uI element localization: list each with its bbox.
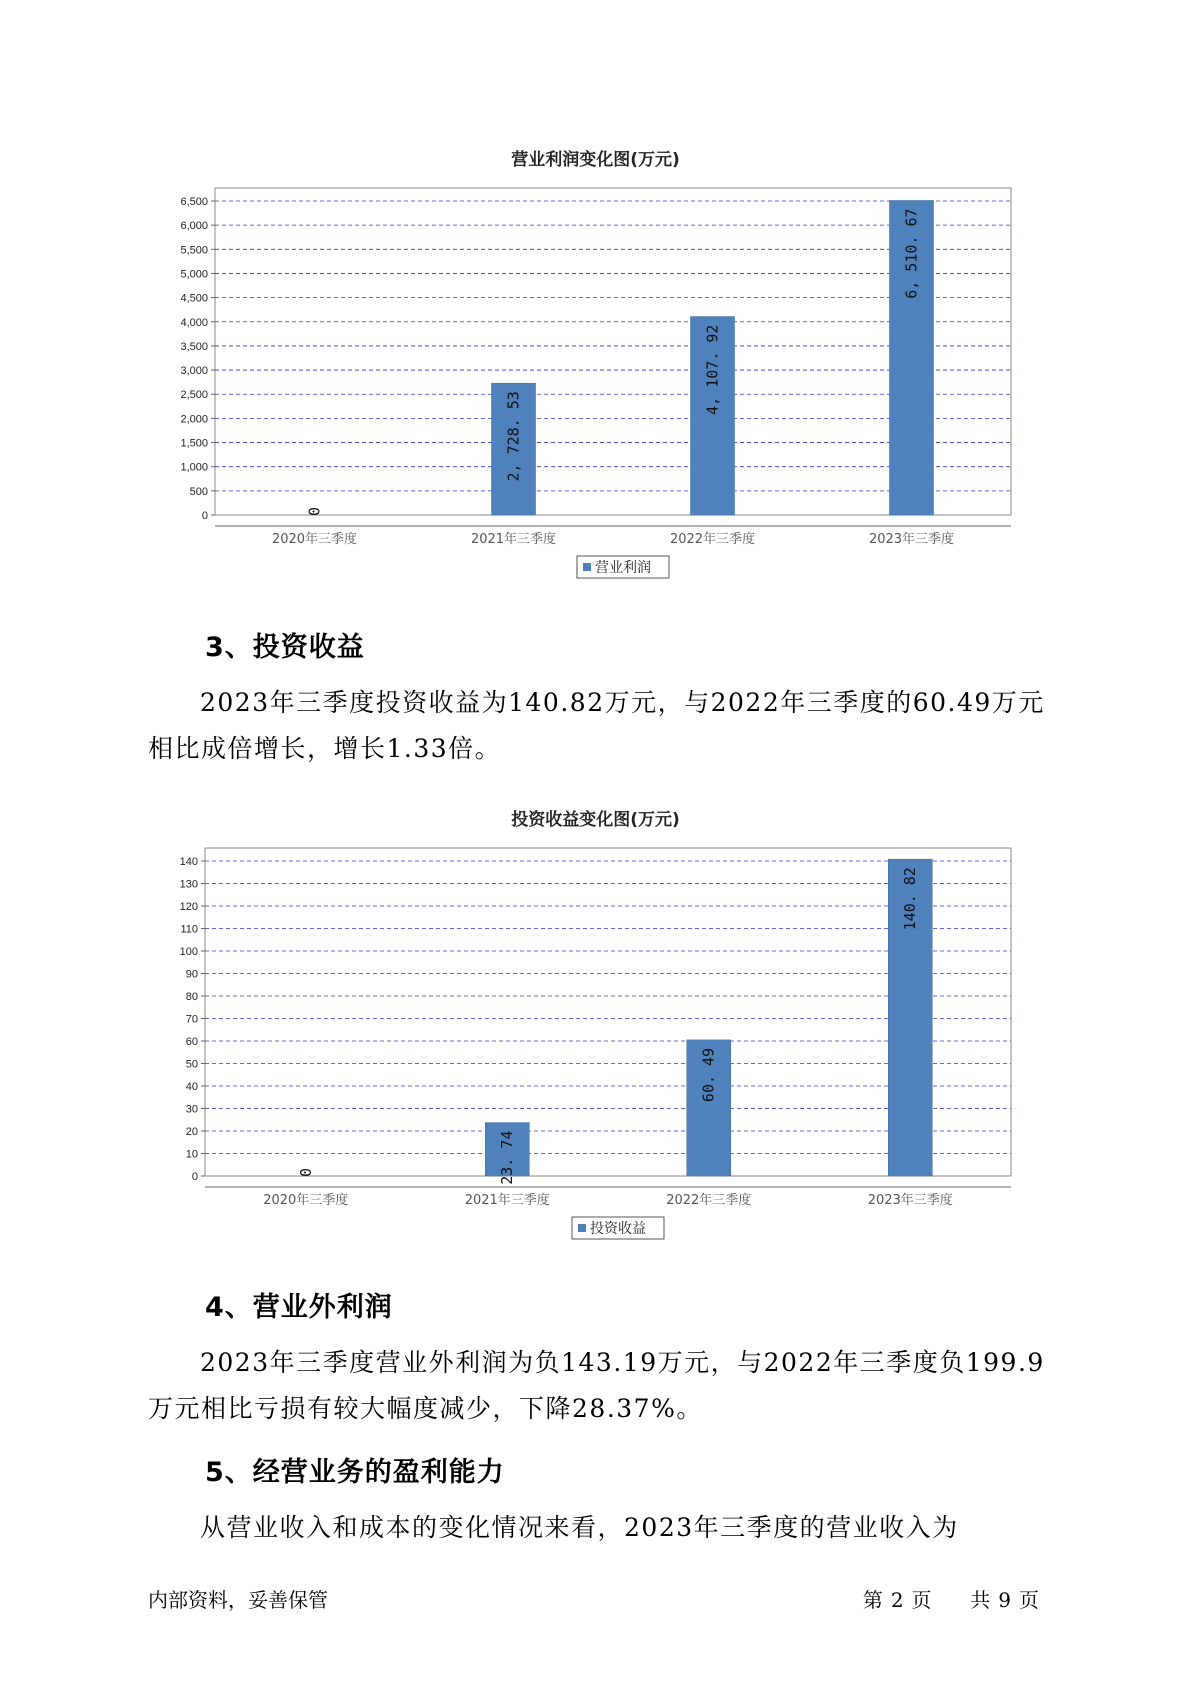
chart-2-y-tick-label: 50 <box>185 1058 198 1071</box>
section-3-heading: 3、投资收益 <box>205 632 365 663</box>
chart-2-data-label: 0 <box>296 1168 315 1178</box>
chart-1-y-tick-label: 4,000 <box>180 316 208 329</box>
page-number: 2 <box>890 1588 904 1612</box>
chart-2-x-tick-label: 2021年三季度 <box>464 1193 550 1208</box>
chart-1-legend-swatch <box>583 563 591 571</box>
chart-2-legend-label: 投资收益 <box>590 1221 646 1237</box>
chart-1-x-tick-label: 2022年三季度 <box>669 532 756 547</box>
chart-1-x-tick-label: 2023年三季度 <box>868 532 955 547</box>
chart-2-y-tick-label: 100 <box>179 946 198 958</box>
chart-2-y-tick-label: 60 <box>185 1036 198 1048</box>
footer-confidential-note: 内部资料，妥善保管 <box>148 1588 328 1612</box>
chart-2-data-label: 23. 74 <box>498 1130 517 1185</box>
chart-2-x-tick-label: 2020年三季度 <box>263 1193 349 1208</box>
chart-2-y-tick-label: 140 <box>179 856 198 868</box>
section-5-text: 从营业收入和成本的变化情况来看，2023年三季度的营业收入为 <box>200 1513 959 1542</box>
chart-1-y-tick-label: 1,000 <box>180 461 208 474</box>
chart-1-data-label: 0 <box>305 507 324 517</box>
page-suffix: 页 <box>911 1588 932 1612</box>
page-prefix: 第 <box>862 1588 883 1612</box>
chart-2-legend-swatch <box>578 1224 586 1232</box>
chart-1-data-label: 6, 510. 67 <box>902 208 921 299</box>
total-suffix: 页 <box>1019 1588 1039 1612</box>
chart-2-y-tick-label: 80 <box>185 991 198 1003</box>
chart-1-x-tick-label: 2021年三季度 <box>470 532 557 547</box>
chart-1-y-tick-label: 4,500 <box>180 292 208 305</box>
chart-1-title: 营业利润变化图(万元) <box>511 150 680 170</box>
chart-2-x-tick-label: 2023年三季度 <box>867 1193 953 1208</box>
chart-2-y-tick-label: 40 <box>185 1081 198 1093</box>
chart-2-data-label: 140. 82 <box>901 867 920 931</box>
chart-2-y-tick-label: 110 <box>180 923 198 936</box>
chart-2-y-tick-label: 30 <box>185 1103 198 1116</box>
section-3-text: 2023年三季度投资收益为140.82万元，与2022年三季度的60.49万元相比成倍增长，增长1.33倍。 <box>148 688 1045 763</box>
section-5-paragraph <box>148 1505 1068 1551</box>
section-4-heading: 4、营业外利润 <box>205 1292 393 1323</box>
chart-2-y-tick-label: 120 <box>179 901 198 913</box>
chart-1-y-tick-label: 0 <box>201 510 208 522</box>
section-4-text: 2023年三季度营业外利润为负143.19万元，与2022年三季度负199.9万元相比亏损有较大幅度减少，下降28.37%。 <box>148 1348 1045 1423</box>
chart-1-y-tick-label: 5,000 <box>180 268 208 281</box>
investment-income-chart <box>0 650 1191 1250</box>
total-pages: 9 <box>998 1588 1011 1612</box>
total-prefix: 共 <box>970 1588 991 1612</box>
chart-2-y-tick-label: 130 <box>179 878 198 891</box>
operating-profit-chart <box>0 0 1191 600</box>
chart-2-y-tick-label: 70 <box>185 1013 198 1026</box>
chart-2-x-tick-label: 2022年三季度 <box>666 1193 752 1208</box>
footer-page-info <box>859 1584 1043 1613</box>
chart-2-data-label: 60. 49 <box>699 1047 718 1103</box>
chart-2-y-tick-label: 20 <box>185 1126 198 1138</box>
chart-1-y-tick-label: 1,500 <box>180 437 208 450</box>
chart-1-data-label: 2, 728. 53 <box>504 391 523 482</box>
chart-2-y-tick-label: 90 <box>185 968 198 981</box>
chart-1-legend-label: 营业利润 <box>595 560 651 576</box>
section-4-paragraph <box>148 1340 1068 1432</box>
chart-1-y-tick-label: 3,500 <box>180 340 208 353</box>
chart-1-x-tick-label: 2020年三季度 <box>271 532 358 547</box>
chart-1-y-tick-label: 6,500 <box>180 196 208 208</box>
chart-1-y-tick-label: 500 <box>189 485 208 498</box>
chart-1-y-tick-label: 5,500 <box>180 244 208 257</box>
chart-2-y-tick-label: 10 <box>185 1148 198 1161</box>
chart-1-data-label: 4, 107. 92 <box>703 324 722 415</box>
chart-1-y-tick-label: 2,000 <box>180 413 208 426</box>
chart-1-y-tick-label: 6,000 <box>180 220 208 233</box>
chart-1-y-tick-label: 3,000 <box>180 365 208 378</box>
chart-1-y-tick-label: 2,500 <box>180 389 208 402</box>
section-5-heading: 5、经营业务的盈利能力 <box>205 1457 505 1488</box>
chart-2-title: 投资收益变化图(万元) <box>511 810 680 830</box>
chart-2-y-tick-label: 0 <box>191 1171 198 1183</box>
